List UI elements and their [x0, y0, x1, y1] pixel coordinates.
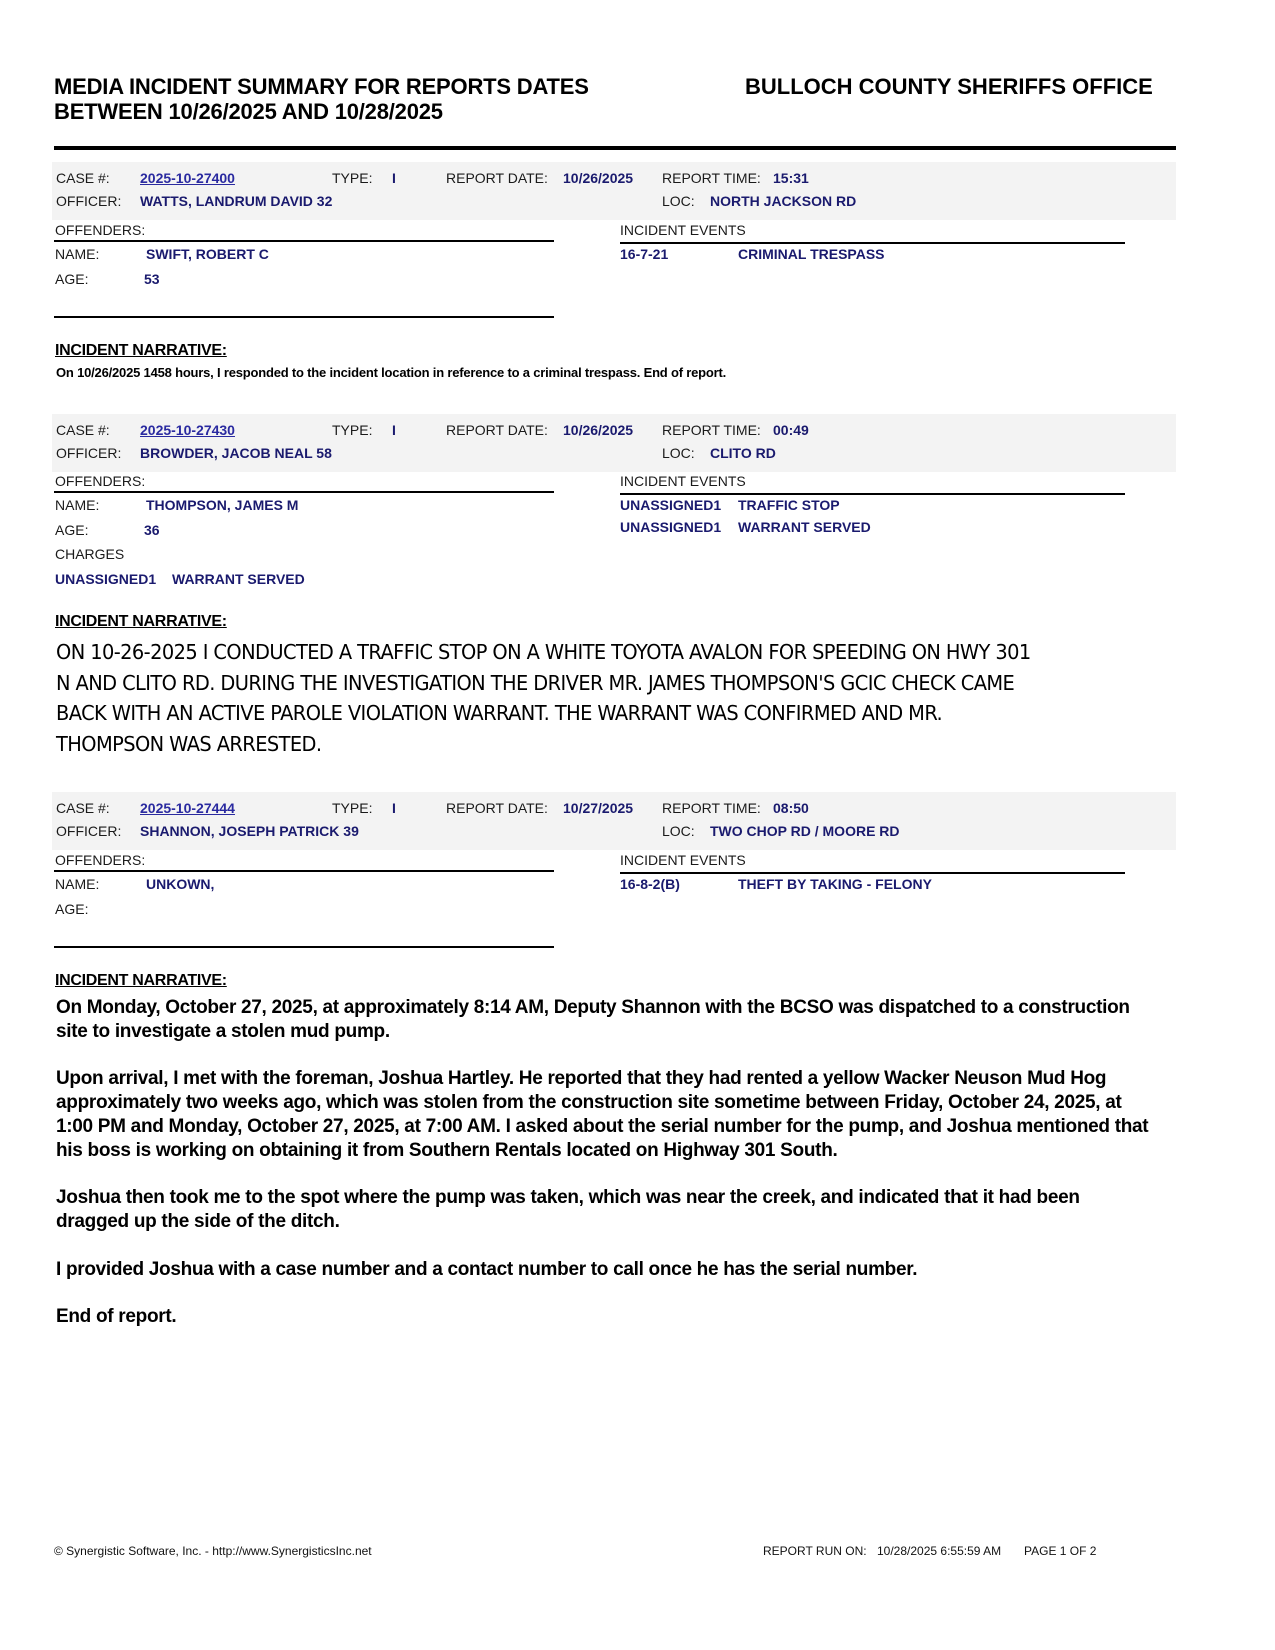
location-label: LOC: — [662, 445, 695, 461]
offenders-heading: OFFENDERS: — [55, 473, 146, 489]
incident-events-divider — [620, 493, 1125, 495]
type-value: I — [392, 422, 396, 438]
type-label: TYPE: — [332, 170, 373, 186]
offenders-divider — [54, 240, 554, 242]
narrative-paragraph: End of report. — [56, 1306, 177, 1328]
event-code: UNASSIGNED1 — [620, 519, 722, 535]
event-description: CRIMINAL TRESPASS — [738, 246, 885, 262]
type-value: I — [392, 800, 396, 816]
report-time-label: REPORT TIME: — [662, 800, 761, 816]
case-number-link[interactable]: 2025-10-27430 — [140, 422, 235, 438]
narrative-line: N AND CLITO RD. DURING THE INVESTIGATION THE DRIVER MR. JAMES THOMPSON'S GCIC CHECK CAME — [56, 670, 1015, 695]
narrative-paragraph: Joshua then took me to the spot where the pump was taken, which was near the creek, and indicated that it had been dragged up the side of the ditch. — [56, 1187, 1080, 1232]
incident-events-heading: INCIDENT EVENTS — [620, 222, 746, 238]
report-time-value: 00:49 — [773, 422, 809, 438]
report-title — [54, 74, 589, 124]
event-description: TRAFFIC STOP — [738, 497, 840, 513]
type-label: TYPE: — [332, 422, 373, 438]
location-value: NORTH JACKSON RD — [710, 193, 857, 209]
narrative-text — [56, 996, 1156, 1353]
offender-age-label: AGE: — [55, 271, 89, 287]
event-code: UNASSIGNED1 — [620, 497, 722, 513]
narrative-line: THOMPSON WAS ARRESTED. — [56, 731, 322, 756]
offenders-heading: OFFENDERS: — [55, 852, 146, 868]
offenders-end-divider — [54, 316, 554, 318]
location-value: CLITO RD — [710, 445, 776, 461]
agency-name: BULLOCH COUNTY SHERIFFS OFFICE — [745, 74, 1153, 99]
report-title-line2: BETWEEN 10/26/2025 AND 10/28/2025 — [54, 99, 443, 124]
report-date-label: REPORT DATE: — [446, 170, 548, 186]
event-description: WARRANT SERVED — [738, 519, 871, 535]
officer-label: OFFICER: — [56, 823, 122, 839]
report-title-line1: MEDIA INCIDENT SUMMARY FOR REPORTS DATES — [54, 74, 589, 99]
report-run-label: REPORT RUN ON: — [763, 1544, 867, 1558]
type-label: TYPE: — [332, 800, 373, 816]
case-number-link[interactable]: 2025-10-27444 — [140, 800, 235, 816]
offender-age-label: AGE: — [55, 901, 89, 917]
report-date-label: REPORT DATE: — [446, 800, 548, 816]
narrative-text — [56, 637, 1113, 759]
event-description: THEFT BY TAKING - FELONY — [738, 876, 932, 892]
offender-name-label: NAME: — [55, 497, 100, 513]
case-label: CASE #: — [56, 800, 110, 816]
event-code: 16-8-2(B) — [620, 876, 680, 892]
charge-code: UNASSIGNED1 — [55, 571, 157, 587]
narrative-paragraph: Upon arrival, I met with the foreman, Joshua Hartley. He reported that they had rented a yellow Wacker Neuson Mud Hog approximately two weeks ago, which was stolen from the construction site sometime between Friday, October 24, 2025, at 1:00 PM and Monday, October 27, 2025, at 7:00 AM. I asked about the serial number for the pump, and Joshua mentioned that his boss is working on obtaining it from Southern Rentals located on Highway 301 South. — [56, 1068, 1149, 1161]
footer-copyright: © Synergistic Software, Inc. - http://www.SynergisticsInc.net — [54, 1544, 372, 1558]
incident-events-divider — [620, 242, 1125, 244]
report-time-value: 15:31 — [773, 170, 809, 186]
offender-age-value: 36 — [144, 522, 160, 538]
report-date-value: 10/26/2025 — [563, 170, 634, 186]
offender-age-value: 53 — [144, 271, 160, 287]
officer-value: WATTS, LANDRUM DAVID 32 — [140, 193, 333, 209]
charge-description: WARRANT SERVED — [172, 571, 305, 587]
officer-label: OFFICER: — [56, 193, 122, 209]
offender-name-label: NAME: — [55, 246, 100, 262]
offender-name-value: THOMPSON, JAMES M — [146, 497, 299, 513]
report-date-value: 10/27/2025 — [563, 800, 634, 816]
incident-events-heading: INCIDENT EVENTS — [620, 473, 746, 489]
page-indicator: PAGE 1 OF 2 — [1024, 1544, 1097, 1558]
narrative-heading: INCIDENT NARRATIVE: — [55, 342, 227, 359]
narrative-line: BACK WITH AN ACTIVE PAROLE VIOLATION WARRANT. THE WARRANT WAS CONFIRMED AND MR. — [56, 701, 943, 725]
offenders-end-divider — [54, 946, 554, 948]
offender-name-value: SWIFT, ROBERT C — [146, 246, 269, 262]
officer-value: BROWDER, JACOB NEAL 58 — [140, 445, 332, 461]
case-label: CASE #: — [56, 422, 110, 438]
location-label: LOC: — [662, 193, 695, 209]
type-value: I — [392, 170, 396, 186]
offenders-divider — [54, 870, 554, 872]
narrative-heading: INCIDENT NARRATIVE: — [55, 972, 227, 989]
header-divider — [54, 146, 1176, 150]
report-time-label: REPORT TIME: — [662, 170, 761, 186]
offender-age-label: AGE: — [55, 522, 89, 538]
report-time-value: 08:50 — [773, 800, 809, 816]
narrative-line: ON 10-26-2025 I CONDUCTED A TRAFFIC STOP ON A WHITE TOYOTA AVALON FOR SPEEDING ON HWY 301 — [56, 640, 1031, 664]
event-code: 16-7-21 — [620, 246, 669, 262]
charges-label: CHARGES — [55, 546, 125, 562]
location-label: LOC: — [662, 823, 695, 839]
report-time-label: REPORT TIME: — [662, 422, 761, 438]
offenders-divider — [54, 491, 554, 493]
officer-label: OFFICER: — [56, 445, 122, 461]
offender-name-label: NAME: — [55, 876, 100, 892]
case-label: CASE #: — [56, 170, 110, 186]
location-value: TWO CHOP RD / MOORE RD — [710, 823, 900, 839]
officer-value: SHANNON, JOSEPH PATRICK 39 — [140, 823, 359, 839]
offender-name-value: UNKOWN, — [146, 876, 215, 892]
narrative-text: On 10/26/2025 1458 hours, I responded to the incident location in reference to a criminal trespass. End of report. — [56, 365, 727, 380]
narrative-heading: INCIDENT NARRATIVE: — [55, 613, 227, 630]
narrative-paragraph: I provided Joshua with a case number and a contact number to call once he has the serial number. — [56, 1258, 918, 1280]
incident-events-divider — [620, 872, 1125, 874]
report-run-value: 10/28/2025 6:55:59 AM — [877, 1544, 1002, 1558]
offenders-heading: OFFENDERS: — [55, 222, 146, 238]
incident-events-heading: INCIDENT EVENTS — [620, 852, 746, 868]
report-date-value: 10/26/2025 — [563, 422, 634, 438]
narrative-paragraph: On Monday, October 27, 2025, at approximately 8:14 AM, Deputy Shannon with the BCSO was dispatched to a construction site to investigate a stolen mud pump. — [56, 997, 1130, 1042]
case-number-link[interactable]: 2025-10-27400 — [140, 170, 235, 186]
report-date-label: REPORT DATE: — [446, 422, 548, 438]
